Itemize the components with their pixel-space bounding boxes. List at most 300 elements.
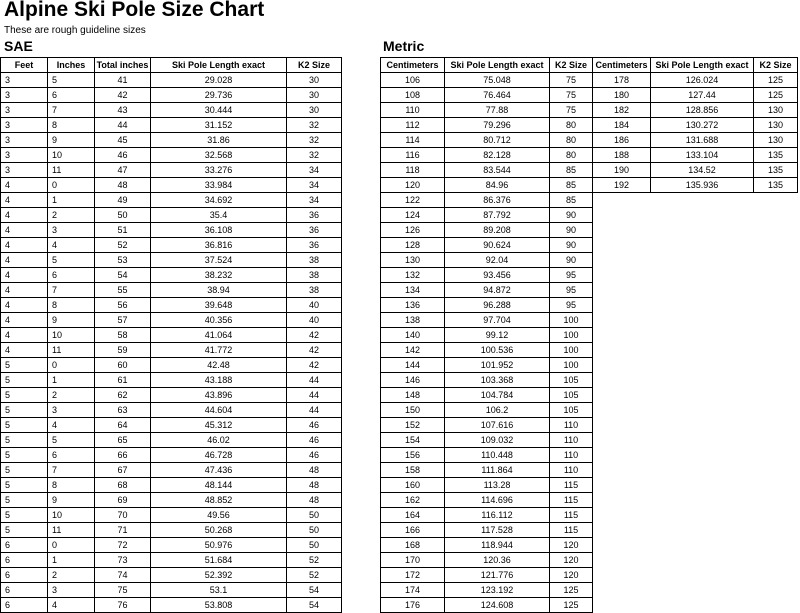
table-cell: 61 xyxy=(95,373,151,388)
table-cell: 67 xyxy=(95,463,151,478)
table-cell: 3 xyxy=(48,583,95,598)
table-cell: 115 xyxy=(550,478,593,493)
table-cell: 135 xyxy=(754,163,798,178)
table-row xyxy=(1,223,342,238)
table-cell: 92.04 xyxy=(445,253,550,268)
table-row xyxy=(381,208,593,223)
table-cell: 65 xyxy=(95,433,151,448)
table-cell: 148 xyxy=(381,388,445,403)
table-cell: 53.808 xyxy=(151,598,287,613)
table-cell: 52 xyxy=(287,553,342,568)
table-cell: 120 xyxy=(550,553,593,568)
table-cell: 110 xyxy=(550,433,593,448)
table-cell: 30.444 xyxy=(151,103,287,118)
table-cell: 46 xyxy=(287,433,342,448)
table-cell: 59 xyxy=(95,343,151,358)
table-cell: 130 xyxy=(381,253,445,268)
table-cell: 36.816 xyxy=(151,238,287,253)
table-row xyxy=(381,73,593,88)
table-row xyxy=(593,73,798,88)
table-cell: 75 xyxy=(550,88,593,103)
table-cell: 134.52 xyxy=(651,163,754,178)
table-cell: 160 xyxy=(381,478,445,493)
table-cell: 35.4 xyxy=(151,208,287,223)
table-cell: 48.852 xyxy=(151,493,287,508)
table-cell: 5 xyxy=(48,73,95,88)
table-cell: 6 xyxy=(1,553,48,568)
table-cell: 51.684 xyxy=(151,553,287,568)
table-row xyxy=(381,598,593,613)
table-row xyxy=(381,238,593,253)
table-cell: 36 xyxy=(287,223,342,238)
table-cell: 90 xyxy=(550,208,593,223)
table-cell: 5 xyxy=(1,478,48,493)
table-cell: 128.856 xyxy=(651,103,754,118)
table-cell: 48 xyxy=(287,478,342,493)
table-cell: 80 xyxy=(550,118,593,133)
table-cell: 69 xyxy=(95,493,151,508)
table-cell: 50 xyxy=(95,208,151,223)
table-cell: 29.736 xyxy=(151,88,287,103)
sae-heading: SAE xyxy=(4,38,33,54)
table-cell: 2 xyxy=(48,208,95,223)
table-cell: 6 xyxy=(48,448,95,463)
table-cell: 50 xyxy=(287,508,342,523)
table-row xyxy=(1,463,342,478)
table-cell: 38 xyxy=(287,253,342,268)
table-cell: 116 xyxy=(381,148,445,163)
table-cell: 42 xyxy=(95,88,151,103)
table-row xyxy=(381,403,593,418)
table-cell: 100 xyxy=(550,343,593,358)
table-cell: 8 xyxy=(48,298,95,313)
sae-col-header: K2 Size xyxy=(287,58,342,73)
table-cell: 6 xyxy=(1,568,48,583)
table-cell: 5 xyxy=(1,403,48,418)
table-cell: 47 xyxy=(95,163,151,178)
table-row xyxy=(1,568,342,583)
table-cell: 32 xyxy=(287,148,342,163)
table-cell: 162 xyxy=(381,493,445,508)
table-cell: 52 xyxy=(287,568,342,583)
table-row xyxy=(381,103,593,118)
table-cell: 3 xyxy=(48,403,95,418)
table-row xyxy=(381,283,593,298)
table-cell: 136 xyxy=(381,298,445,313)
table-row xyxy=(1,268,342,283)
table-row xyxy=(1,508,342,523)
metric-left-col-header: Ski Pole Length exact xyxy=(445,58,550,73)
table-cell: 118.944 xyxy=(445,538,550,553)
table-row xyxy=(381,388,593,403)
table-cell: 5 xyxy=(1,448,48,463)
table-cell: 40 xyxy=(287,313,342,328)
table-cell: 3 xyxy=(1,103,48,118)
table-cell: 31.152 xyxy=(151,118,287,133)
table-cell: 125 xyxy=(550,583,593,598)
table-cell: 44.604 xyxy=(151,403,287,418)
table-cell: 49 xyxy=(95,193,151,208)
table-cell: 188 xyxy=(593,148,651,163)
table-row xyxy=(381,463,593,478)
sae-col-header: Total inches xyxy=(95,58,151,73)
table-cell: 110 xyxy=(381,103,445,118)
table-cell: 48 xyxy=(287,493,342,508)
sae-col-header: Feet xyxy=(1,58,48,73)
table-row xyxy=(381,523,593,538)
table-row xyxy=(1,358,342,373)
table-cell: 8 xyxy=(48,478,95,493)
table-cell: 70 xyxy=(95,508,151,523)
table-cell: 96.288 xyxy=(445,298,550,313)
table-cell: 6 xyxy=(1,583,48,598)
table-row xyxy=(381,538,593,553)
sae-col-header: Ski Pole Length exact xyxy=(151,58,287,73)
table-cell: 124 xyxy=(381,208,445,223)
table-row xyxy=(1,103,342,118)
table-cell: 4 xyxy=(1,238,48,253)
table-row xyxy=(1,148,342,163)
table-cell: 125 xyxy=(754,88,798,103)
table-cell: 80.712 xyxy=(445,133,550,148)
table-cell: 127.44 xyxy=(651,88,754,103)
table-cell: 40.356 xyxy=(151,313,287,328)
table-cell: 76 xyxy=(95,598,151,613)
table-cell: 34 xyxy=(287,178,342,193)
table-cell: 142 xyxy=(381,343,445,358)
table-row xyxy=(1,583,342,598)
table-cell: 146 xyxy=(381,373,445,388)
page-subtitle: These are rough guideline sizes xyxy=(4,25,146,36)
table-cell: 11 xyxy=(48,523,95,538)
table-row xyxy=(1,418,342,433)
table-row xyxy=(1,343,342,358)
table-cell: 4 xyxy=(48,238,95,253)
table-cell: 36 xyxy=(287,238,342,253)
table-cell: 125 xyxy=(754,73,798,88)
table-cell: 58 xyxy=(95,328,151,343)
table-row xyxy=(1,73,342,88)
table-cell: 63 xyxy=(95,403,151,418)
table-cell: 64 xyxy=(95,418,151,433)
table-cell: 5 xyxy=(1,358,48,373)
table-cell: 3 xyxy=(1,133,48,148)
table-row xyxy=(1,298,342,313)
table-row xyxy=(1,88,342,103)
table-cell: 32 xyxy=(287,118,342,133)
table-cell: 32 xyxy=(287,133,342,148)
metric-right-col-header: Centimeters xyxy=(593,58,651,73)
metric-right-header-row xyxy=(593,58,798,73)
table-cell: 62 xyxy=(95,388,151,403)
table-row xyxy=(381,583,593,598)
table-cell: 4 xyxy=(1,208,48,223)
table-row xyxy=(1,313,342,328)
table-row xyxy=(381,418,593,433)
table-cell: 166 xyxy=(381,523,445,538)
table-row xyxy=(1,163,342,178)
sae-header-row xyxy=(1,58,342,73)
table-cell: 45 xyxy=(95,133,151,148)
table-cell: 9 xyxy=(48,493,95,508)
table-row xyxy=(1,388,342,403)
table-cell: 53 xyxy=(95,253,151,268)
table-cell: 54 xyxy=(287,598,342,613)
table-row xyxy=(1,208,342,223)
table-cell: 30 xyxy=(287,103,342,118)
metric-left-col-header: K2 Size xyxy=(550,58,593,73)
table-cell: 5 xyxy=(1,388,48,403)
table-cell: 5 xyxy=(1,493,48,508)
table-row xyxy=(593,118,798,133)
table-cell: 11 xyxy=(48,163,95,178)
table-row xyxy=(381,358,593,373)
table-cell: 114 xyxy=(381,133,445,148)
table-cell: 32.568 xyxy=(151,148,287,163)
table-cell: 154 xyxy=(381,433,445,448)
table-cell: 4 xyxy=(1,328,48,343)
table-cell: 44 xyxy=(287,373,342,388)
table-cell: 134 xyxy=(381,283,445,298)
table-cell: 49.56 xyxy=(151,508,287,523)
table-cell: 6 xyxy=(48,88,95,103)
table-cell: 53.1 xyxy=(151,583,287,598)
table-cell: 132 xyxy=(381,268,445,283)
table-cell: 106 xyxy=(381,73,445,88)
table-cell: 100 xyxy=(550,313,593,328)
table-cell: 30 xyxy=(287,88,342,103)
table-cell: 34 xyxy=(287,193,342,208)
table-cell: 55 xyxy=(95,283,151,298)
table-cell: 10 xyxy=(48,148,95,163)
table-cell: 110 xyxy=(550,418,593,433)
table-cell: 9 xyxy=(48,133,95,148)
table-row xyxy=(381,268,593,283)
table-cell: 85 xyxy=(550,193,593,208)
table-cell: 126 xyxy=(381,223,445,238)
table-cell: 2 xyxy=(48,568,95,583)
table-cell: 4 xyxy=(1,253,48,268)
table-cell: 4 xyxy=(1,283,48,298)
table-cell: 121.776 xyxy=(445,568,550,583)
table-cell: 100.536 xyxy=(445,343,550,358)
table-cell: 3 xyxy=(1,163,48,178)
table-cell: 84.96 xyxy=(445,178,550,193)
sae-col-header: Inches xyxy=(48,58,95,73)
table-cell: 105 xyxy=(550,373,593,388)
table-row xyxy=(381,328,593,343)
table-row xyxy=(1,328,342,343)
table-cell: 9 xyxy=(48,313,95,328)
table-cell: 97.704 xyxy=(445,313,550,328)
table-cell: 184 xyxy=(593,118,651,133)
table-cell: 42 xyxy=(287,328,342,343)
table-cell: 38 xyxy=(287,268,342,283)
table-row xyxy=(593,103,798,118)
table-row xyxy=(593,148,798,163)
table-cell: 93.456 xyxy=(445,268,550,283)
table-cell: 150 xyxy=(381,403,445,418)
table-cell: 5 xyxy=(1,373,48,388)
table-cell: 133.104 xyxy=(651,148,754,163)
table-cell: 10 xyxy=(48,328,95,343)
table-row xyxy=(381,133,593,148)
table-row xyxy=(381,448,593,463)
table-cell: 1 xyxy=(48,553,95,568)
table-cell: 39.648 xyxy=(151,298,287,313)
table-cell: 4 xyxy=(1,313,48,328)
metric-left-col-header: Centimeters xyxy=(381,58,445,73)
table-row xyxy=(1,523,342,538)
table-cell: 115 xyxy=(550,523,593,538)
table-row xyxy=(593,178,798,193)
table-cell: 3 xyxy=(1,148,48,163)
table-cell: 6 xyxy=(48,268,95,283)
sae-table xyxy=(0,57,342,613)
table-cell: 120 xyxy=(550,538,593,553)
table-cell: 101.952 xyxy=(445,358,550,373)
table-cell: 79.296 xyxy=(445,118,550,133)
table-cell: 60 xyxy=(95,358,151,373)
table-cell: 42 xyxy=(287,358,342,373)
table-cell: 80 xyxy=(550,148,593,163)
table-row xyxy=(381,298,593,313)
table-cell: 41.064 xyxy=(151,328,287,343)
table-cell: 46 xyxy=(95,148,151,163)
table-cell: 164 xyxy=(381,508,445,523)
table-row xyxy=(381,313,593,328)
table-cell: 182 xyxy=(593,103,651,118)
table-cell: 124.608 xyxy=(445,598,550,613)
table-cell: 30 xyxy=(287,73,342,88)
table-row xyxy=(593,133,798,148)
table-cell: 44 xyxy=(95,118,151,133)
metric-table-left xyxy=(380,57,593,613)
table-cell: 100 xyxy=(550,328,593,343)
table-cell: 6 xyxy=(1,538,48,553)
table-cell: 108 xyxy=(381,88,445,103)
table-cell: 29.028 xyxy=(151,73,287,88)
table-cell: 135 xyxy=(754,178,798,193)
table-cell: 110.448 xyxy=(445,448,550,463)
table-cell: 66 xyxy=(95,448,151,463)
table-row xyxy=(381,223,593,238)
table-cell: 172 xyxy=(381,568,445,583)
table-row xyxy=(381,553,593,568)
table-cell: 38.94 xyxy=(151,283,287,298)
table-row xyxy=(1,433,342,448)
table-cell: 112 xyxy=(381,118,445,133)
table-cell: 1 xyxy=(48,193,95,208)
table-row xyxy=(381,343,593,358)
table-cell: 4 xyxy=(48,598,95,613)
table-cell: 38 xyxy=(287,283,342,298)
table-row xyxy=(1,553,342,568)
table-cell: 135.936 xyxy=(651,178,754,193)
table-cell: 138 xyxy=(381,313,445,328)
table-cell: 80 xyxy=(550,133,593,148)
table-cell: 2 xyxy=(48,388,95,403)
metric-heading: Metric xyxy=(383,38,425,54)
table-cell: 85 xyxy=(550,163,593,178)
table-cell: 38.232 xyxy=(151,268,287,283)
table-cell: 31.86 xyxy=(151,133,287,148)
table-cell: 37.524 xyxy=(151,253,287,268)
table-cell: 34 xyxy=(287,163,342,178)
table-cell: 73 xyxy=(95,553,151,568)
table-cell: 3 xyxy=(1,73,48,88)
table-cell: 114.696 xyxy=(445,493,550,508)
table-row xyxy=(1,448,342,463)
table-row xyxy=(381,508,593,523)
table-cell: 44 xyxy=(287,388,342,403)
table-cell: 52.392 xyxy=(151,568,287,583)
table-cell: 180 xyxy=(593,88,651,103)
table-row xyxy=(1,478,342,493)
table-cell: 43 xyxy=(95,103,151,118)
table-cell: 57 xyxy=(95,313,151,328)
table-cell: 50 xyxy=(287,523,342,538)
table-cell: 3 xyxy=(1,118,48,133)
table-cell: 95 xyxy=(550,298,593,313)
table-row xyxy=(381,373,593,388)
table-cell: 95 xyxy=(550,283,593,298)
table-cell: 115 xyxy=(550,493,593,508)
table-cell: 47.436 xyxy=(151,463,287,478)
table-cell: 117.528 xyxy=(445,523,550,538)
table-cell: 178 xyxy=(593,73,651,88)
table-cell: 118 xyxy=(381,163,445,178)
table-row xyxy=(1,118,342,133)
table-cell: 36.108 xyxy=(151,223,287,238)
table-cell: 128 xyxy=(381,238,445,253)
table-cell: 50.976 xyxy=(151,538,287,553)
table-cell: 43.188 xyxy=(151,373,287,388)
table-cell: 41.772 xyxy=(151,343,287,358)
table-cell: 75 xyxy=(95,583,151,598)
table-cell: 130.272 xyxy=(651,118,754,133)
table-row xyxy=(381,478,593,493)
table-cell: 144 xyxy=(381,358,445,373)
table-cell: 71 xyxy=(95,523,151,538)
table-cell: 5 xyxy=(1,523,48,538)
table-cell: 36 xyxy=(287,208,342,223)
table-row xyxy=(381,433,593,448)
page-title: Alpine Ski Pole Size Chart xyxy=(4,0,265,21)
table-cell: 52 xyxy=(95,238,151,253)
table-cell: 54 xyxy=(287,583,342,598)
table-cell: 158 xyxy=(381,463,445,478)
table-cell: 113.28 xyxy=(445,478,550,493)
table-row xyxy=(1,178,342,193)
table-cell: 90 xyxy=(550,253,593,268)
table-cell: 75.048 xyxy=(445,73,550,88)
table-cell: 105 xyxy=(550,388,593,403)
table-cell: 5 xyxy=(48,433,95,448)
metric-table-right xyxy=(592,57,798,193)
table-cell: 4 xyxy=(1,178,48,193)
table-cell: 140 xyxy=(381,328,445,343)
table-cell: 46.728 xyxy=(151,448,287,463)
table-cell: 87.792 xyxy=(445,208,550,223)
table-cell: 4 xyxy=(1,343,48,358)
table-cell: 4 xyxy=(1,193,48,208)
table-cell: 45.312 xyxy=(151,418,287,433)
table-cell: 50.268 xyxy=(151,523,287,538)
table-row xyxy=(1,598,342,613)
table-cell: 7 xyxy=(48,103,95,118)
table-cell: 176 xyxy=(381,598,445,613)
